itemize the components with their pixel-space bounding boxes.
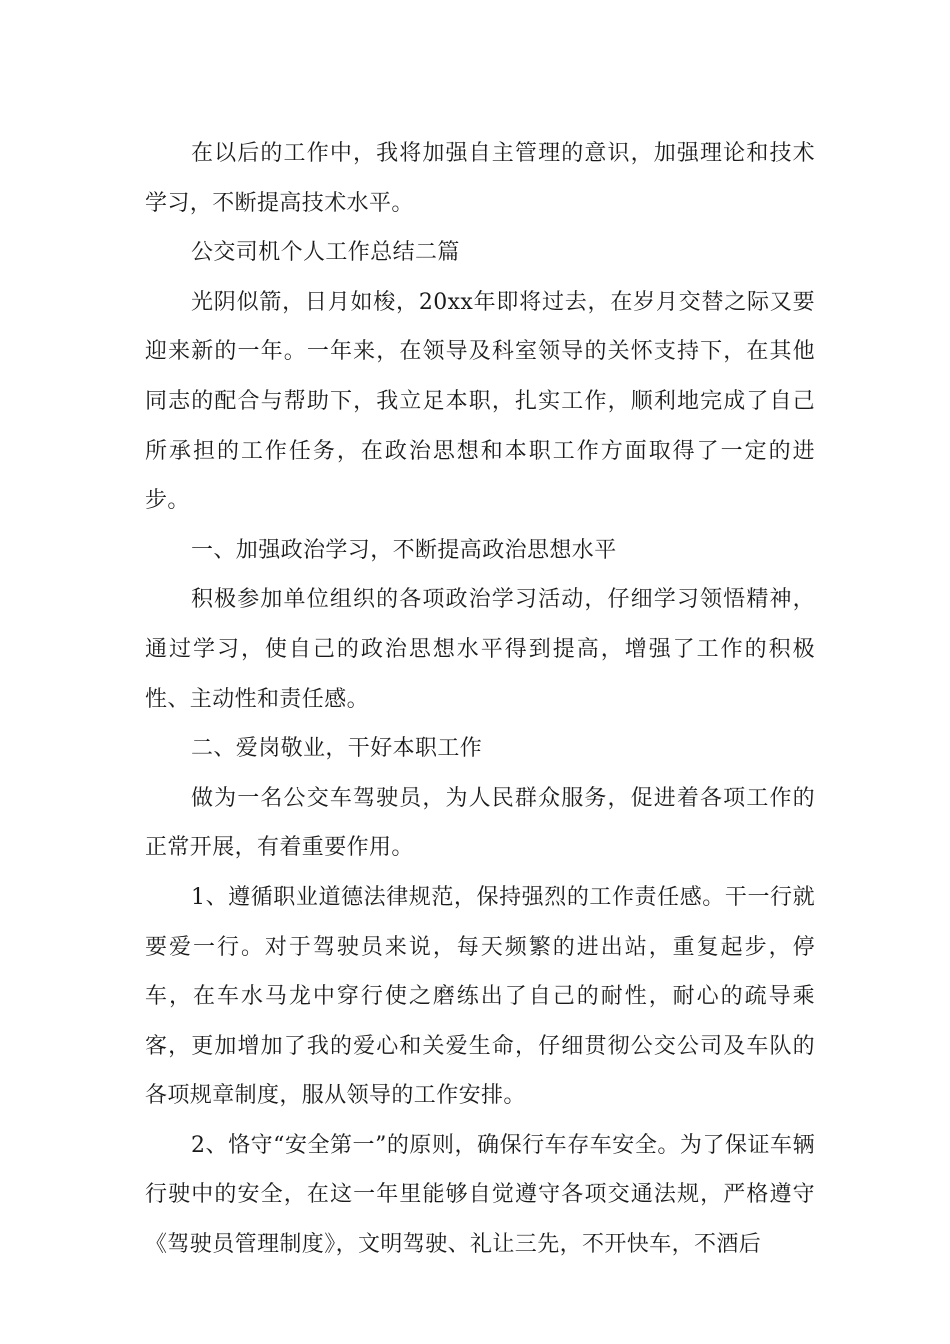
document-title: 公交司机个人工作总结二篇 <box>191 240 460 266</box>
paragraph-item-2: 2、恪守“安全第一”的原则，确保行车存车安全。为了保证车辆行驶中的安全，在这一年里能够自觉遵守各项交通法规，严格遵守《驾驶员管理制度》，文明驾驶、礼让三先，不开快车，不酒后 <box>145 1132 815 1258</box>
section-heading-1: 一、加强政治学习，不断提高政治思想水平 <box>191 537 617 563</box>
paragraph-intro: 光阴似箭，日月如梭，20xx年即将过去，在岁月交替之际又要迎来新的一年。一年来，在领导及科室领导的关怀支持下，在其他同志的配合与帮助下，我立足本职，扎实工作，顺利地完成了自己所承担的工作任务，在政治思想和本职工作方面取得了一定的进步。 <box>145 289 815 514</box>
paragraph-driver-role: 做为一名公交车驾驶员，为人民群众服务，促进着各项工作的正常开展，有着重要作用。 <box>145 785 815 861</box>
paragraph-political-study: 积极参加单位组织的各项政治学习活动，仔细学习领悟精神，通过学习，使自己的政治思想水平得到提高，增强了工作的积极性、主动性和责任感。 <box>145 587 815 712</box>
paragraph-closing-remark: 在以后的工作中，我将加强自主管理的意识，加强理论和技术学习，不断提高技术水平。 <box>145 141 815 216</box>
section-heading-2: 二、爱岗敬业，干好本职工作 <box>191 736 483 762</box>
paragraph-item-1: 1、遵循职业道德法律规范，保持强烈的工作责任感。干一行就要爱一行。对于驾驶员来说，每天频繁的进出站，重复起步，停车，在车水马龙中穿行使之磨练出了自己的耐性，耐心的疏导乘客，更加增加了我的爱心和关爱生命，仔细贯彻公交公司及车队的各项规章制度，服从领导的工作安排。 <box>145 884 815 1109</box>
document-body <box>145 129 815 1270</box>
